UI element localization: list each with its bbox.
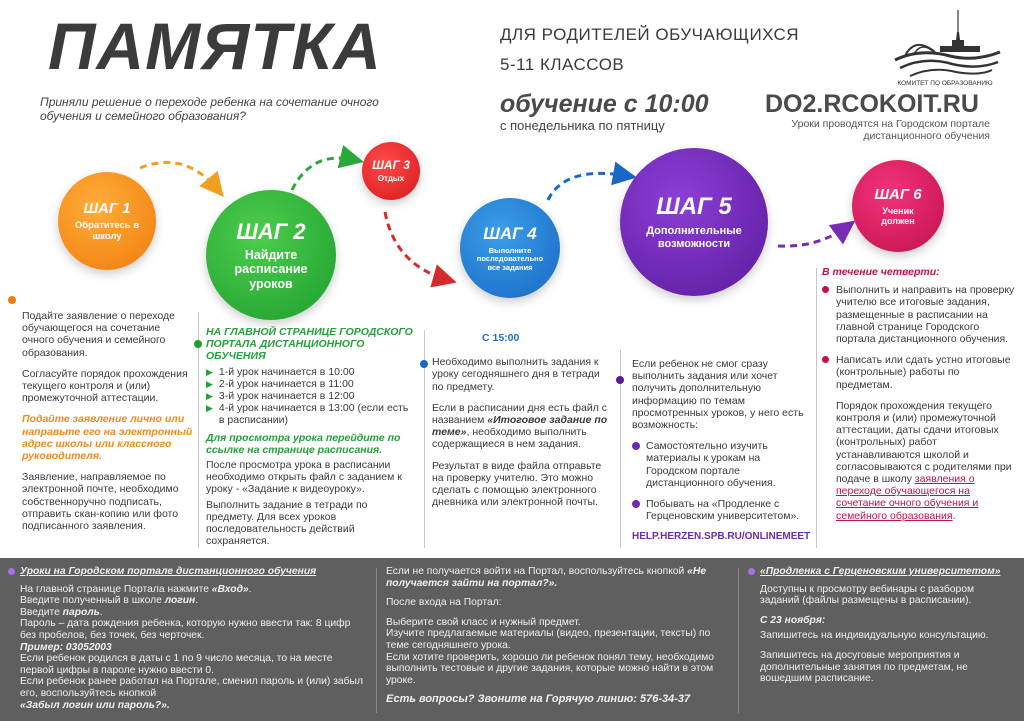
footer-line: Пароль – дата рождения ребенка, которую нужно ввести так: 8 цифр без пробелов, без точек, без черточек. [20,618,351,641]
purple-dot-icon [616,376,624,384]
text-span: «Итоговое задание по теме» [432,414,608,439]
bullet-text: Побывать на «Продленке с Герценовским университетом». [646,498,800,523]
footer-line [20,584,368,596]
lesson-item [206,366,416,378]
step-3-circle [362,142,420,200]
step-2-para: Выполнить задание в тетради по предмету. Для всех уроков последовательность действий сохраняется. [206,498,368,548]
text-span: Если в расписании дня есть файл с названием [432,401,608,427]
step-6-details [822,266,1018,531]
footer-heading-text: Уроки на Городском портале дистанционного обучения [20,566,317,577]
step-4-text: Выполните последовательно все задания [476,245,544,272]
bullet-dot-icon [632,442,640,450]
footer-line: Пример: 03052003 [20,641,112,653]
footer-line: Запишитесь на индивидуальную консультацию. [760,630,989,642]
lesson-text: 3-й урок начинается в 12:00 [218,390,355,403]
step-3-title: ШАГ 3 [372,158,410,173]
portal-note: Уроки проводятся на Городском портале дистанционного обучения [791,118,990,142]
intro-question: Приняли решение о переходе ребенка на сочетание очного обучения и семейного образования? [40,95,379,123]
step-2-text: Найдите расписание уроков [234,247,308,291]
footer-line: Если ребенок ранее работал на Портале, сменил пароль и (или) забыл его, воспользуйтесь кнопкой [20,676,363,699]
column-divider [816,268,817,548]
step-1-para: Согласуйте порядок прохождения текущего контроля и (или) промежуточной аттестации. [22,367,188,405]
hotline-text: Есть вопросы? Звоните на Горячую линию: 576-34-37 [386,693,691,706]
bullet-dot-icon [632,500,640,508]
step-6-text: Ученик должен [881,205,915,226]
portal-link[interactable]: DO2.RCOKOIT.RU [765,90,979,118]
bullet-dot-icon [8,568,15,575]
text-span: На главной странице Портала нажмите [20,583,212,595]
footer-line: После входа на Портал: [386,597,502,609]
subtitle-line1: ДЛЯ РОДИТЕЛЕЙ ОБУЧАЮЩИХСЯ [500,25,799,44]
step-2-title: ШАГ 2 [236,218,306,244]
text-span: , необходимо выполнить содержащиеся в нем задания. [432,426,587,451]
triangle-bullet-icon: ▶ [206,391,213,402]
schedule-days: с понедельника по пятницу [500,118,665,133]
arrow-1-2 [140,162,218,190]
step-4-details [432,332,612,517]
step-4-para: Необходимо выполнить задания к уроку сегодняшнего дня в тетради по предмету. [432,356,600,393]
step-4-title: ШАГ 4 [483,223,537,243]
arrow-2-3 [292,158,355,190]
arrow-4-5 [548,173,628,200]
bullet-text: Написать или сдать устно итоговые (контрольные) работы по предметам. [836,354,1011,391]
step-1-para: Заявление, направляемое по электронной почте, необходимо собственноручно подписать, отправить скан-копию или фото подписанного заявления. [22,471,179,533]
footer-text-block [748,584,1016,685]
schedule-time: обучение с 10:00 [500,90,709,118]
lesson-text: 2-й урок начинается в 11:00 [218,377,354,390]
footer-line [386,566,726,589]
text-span: Если не получается войти на Портал, воспользуйтесь кнопкой [386,566,688,577]
step-2-circle [206,190,336,320]
text-span: Порядок прохождения текущего контроля и (или) промежуточной аттестации, даты сдачи итоговых (контрольных) работ устанавливаются школой и согласовываются с родителями при подаче в школу [836,399,1012,486]
bullet-dot-icon [822,356,829,363]
text-span: Введите полученный в школе [20,595,165,607]
footer-line: Если ребенок родился в даты с 1 по 9 число месяца, то на месте первой цифры в пароле нужно ввести 0. [20,653,333,676]
text-span: «Вход» [211,583,249,595]
footer-divider [376,568,377,713]
lesson-text: 1-й урок начинается в 10:00 [218,365,355,378]
step-2-heading: Для просмотра урока перейдите по ссылке на странице расписания. [206,431,401,456]
blue-dot-icon [420,360,428,368]
footer-line: Если хотите проверить, хорошо ли ребенок понял тему, необходимо выполнить тестовые и другие задания, которые можно найти в этом уроке. [386,651,714,686]
subtitle-line2: 5-11 КЛАССОВ [500,55,625,74]
step-1-title: ШАГ 1 [83,199,131,217]
footer-line [20,607,368,619]
text-span: . [99,606,103,618]
footer-line [20,595,368,607]
step-4-para [432,402,612,451]
step-2-heading: НА ГЛАВНОЙ СТРАНИЦЕ ГОРОДСКОГО ПОРТАЛА ДИСТАНЦИОННОГО ОБУЧЕНИЯ [206,326,413,363]
text-span: пароль [62,606,100,618]
step-5-bullet [632,440,814,489]
step-5-bullet [632,498,814,522]
footer-panel [0,558,1024,721]
lesson-item [206,378,416,390]
arrow-3-4 [385,212,448,280]
step-1-text: Обратитесь в школу [74,219,140,242]
step-5-details [632,358,814,553]
step-1-circle [58,172,156,270]
footer-herzen [748,566,1016,693]
footer-divider [738,568,739,713]
text-span: логин [164,595,196,607]
footer-date: С 23 ноября: [760,614,826,626]
cannot-login-button[interactable]: «Не получается зайти на портал?». [386,566,707,589]
step-1-details [22,310,194,541]
step-5-circle [620,148,768,296]
step-6-title: ШАГ 6 [874,185,922,203]
step-5-text: Дополнительные возможности [646,225,742,250]
step-1-para: Подайте заявление о переходе обучающегося на сочетание очного обучения и семейного образования. [22,310,175,359]
step-4-para: Результат в виде файла отправьте на проверку учителю. Это можно сделать с помощью электронного дневника или электронной почты. [432,459,602,509]
logo-caption: КОМИТЕТ ПО ОБРАЗОВАНИЮ [897,80,993,87]
herzen-link[interactable]: HELP.HERZEN.SPB.RU/ONLINEMEET [632,531,811,543]
bullet-text: Выполнить и направить на проверку учителю все итоговые задания, размещенные в расписании на главной странице Городского портала дистанционного обучения. [836,284,1015,346]
footer-text-block [8,584,368,712]
step-6-bullet [822,354,1018,391]
footer-line: Выберите свой класс и нужный предмет. [386,616,581,628]
triangle-bullet-icon: ▶ [206,366,213,377]
step-6-circle [852,160,944,252]
text-span: . [952,509,956,522]
bullet-dot-icon [822,286,829,293]
step-6-heading: В течение четверти: [822,266,940,278]
footer-line: Доступны к просмотру вебинары с разбором заданий (файлы размещены в расписании). [760,583,975,607]
lesson-text: 4-й урок начинается в 13:00 (если есть в расписании) [218,402,409,427]
footer-heading-text: «Продленка с Герценовским университетом» [760,566,1001,577]
step-5-title: ШАГ 5 [656,193,732,221]
orange-dot-icon [8,296,16,304]
step-2-para: После просмотра урока в расписании необходимо открыть файл с заданием к уроку - «Задание к видеоуроку». [206,459,402,496]
footer-heading [8,566,368,578]
lesson-item [206,402,416,426]
page-title: ПАМЯТКА [48,9,382,83]
text-span: заявления о переходе обучающегося на сочетание очного обучения и семейного образования [836,473,979,522]
step-4-circle [460,198,560,298]
step-1-highlight: Подайте заявление лично или направьте его на электронный адрес школы или классного руководителя. [22,413,193,463]
step-4-time: С 15:00 [482,332,520,344]
text-span: . [248,583,252,595]
triangle-bullet-icon: ▶ [206,403,213,414]
footer-heading [748,566,1016,578]
green-dot-icon [194,340,202,348]
step-2-details [206,326,416,556]
footer-portal-instructions [8,566,368,711]
triangle-bullet-icon: ▶ [206,378,213,389]
lesson-item [206,390,416,402]
footer-line: Изучите предлагаемые материалы (видео, презентации, тексты) по теме сегодняшнего урока. [386,628,711,651]
step-6-bullet [822,284,1018,345]
footer-login-help [386,566,726,714]
step-3-text: Отдых [377,174,405,184]
text-span: Введите [20,606,63,618]
forgot-password-button[interactable]: «Забыл логин или пароль?». [20,699,170,711]
step-6-para [822,400,1018,522]
step-5-para: Если ребенок не смог сразу выполнить задания или хочет получить дополнительную информацию по темам просмотренных уроков, у него есть возможность: [632,358,804,432]
bullet-text: Самостоятельно изучить материалы к урокам на Городском портале дистанционного обучения. [646,440,776,489]
bullet-dot-icon [748,568,755,575]
arrow-5-6 [778,226,848,246]
footer-line: Запишитесь на досуговые мероприятия и дополнительные занятия по предметам, не вошедшим расписание. [760,649,968,685]
text-span: . [195,595,199,607]
